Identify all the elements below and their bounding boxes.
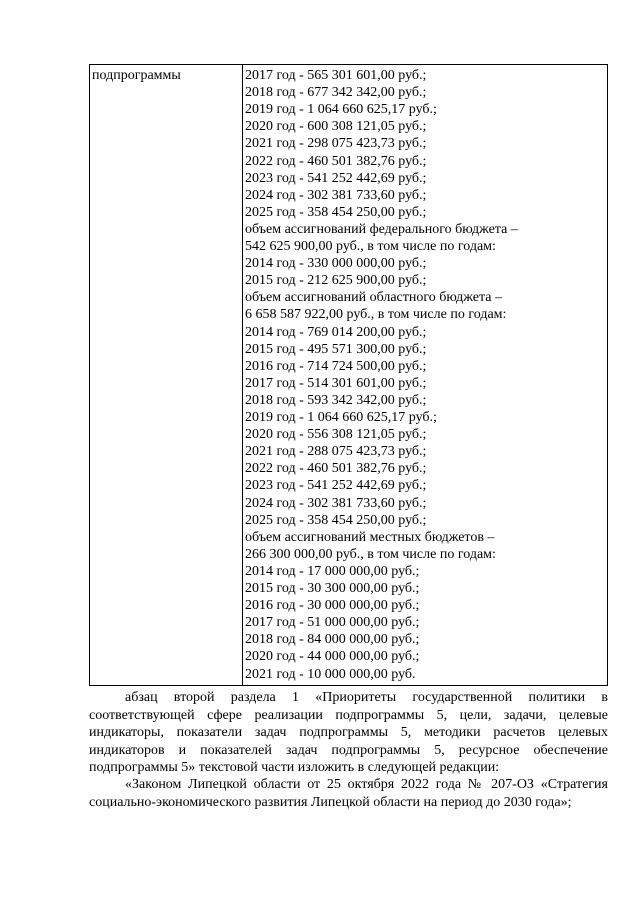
table-line: 2014 год - 769 014 200,00 руб.; <box>245 324 427 340</box>
table-left-column <box>90 65 243 685</box>
table-line: 2014 год - 17 000 000,00 руб.; <box>245 563 420 579</box>
table-line: 2021 год - 288 075 423,73 руб.; <box>245 444 427 460</box>
table-line: 2014 год - 330 000 000,00 руб.; <box>245 256 427 272</box>
table-line: 2017 год - 51 000 000,00 руб.; <box>245 615 420 631</box>
table-line: 2020 год - 556 308 121,05 руб.; <box>245 427 427 443</box>
paragraph-quote <box>89 776 608 811</box>
row-label: подпрограммы <box>92 68 181 83</box>
table-line: объем ассигнований местных бюджетов – <box>245 529 495 545</box>
table-line: 2018 год - 593 342 342,00 руб.; <box>245 392 427 408</box>
table-line: 2015 год - 495 571 300,00 руб.; <box>245 341 427 357</box>
table-line: 2020 год - 44 000 000,00 руб.; <box>245 649 420 665</box>
table-line: 2023 год - 541 252 442,69 руб.; <box>245 170 427 186</box>
paragraph-amendment-text: абзац второй раздела 1 «Приоритеты государственной политики в соответствующей сфере реализации подпрограммы 5, цели, задачи, целевые индикаторы, показатели задач подпрограммы 5, методики расчетов целевых индикаторов и показателей задач подпрограммы 5, ресурсное обеспечение подпрограммы 5» текстовой части изложить в следующей редакции: <box>89 690 608 775</box>
funding-table <box>89 64 608 686</box>
table-line: 2017 год - 514 301 601,00 руб.; <box>245 375 427 391</box>
table-line: 2021 год - 10 000 000,00 руб. <box>245 666 416 682</box>
table-line: 2024 год - 302 381 733,60 руб.; <box>245 495 427 511</box>
table-line: 2022 год - 460 501 382,76 руб.; <box>245 461 427 477</box>
table-line: объем ассигнований федерального бюджета – <box>245 221 518 237</box>
table-line: 2018 год - 677 342 342,00 руб.; <box>245 85 427 101</box>
table-line: 6 658 587 922,00 руб., в том числе по годам: <box>245 307 507 323</box>
table-line: 266 300 000,00 руб., в том числе по годам: <box>245 546 496 562</box>
paragraph-amendment <box>89 689 608 777</box>
table-line: 2020 год - 600 308 121,05 руб.; <box>245 119 427 135</box>
table-line: 2025 год - 358 454 250,00 руб.; <box>245 204 427 220</box>
table-line: 2021 год - 298 075 423,73 руб.; <box>245 136 427 152</box>
table-line: 2019 год - 1 064 660 625,17 руб.; <box>245 410 437 425</box>
paragraph-quote-text: «Законом Липецкой области от 25 октября 2022 года № 207-ОЗ «Стратегия социально-экономического развития Липецкой области на период до 2030 года»; <box>89 777 608 810</box>
table-line: 2019 год - 1 064 660 625,17 руб.; <box>245 102 437 118</box>
table-line: 2017 год - 565 301 601,00 руб.; <box>245 68 427 83</box>
table-line: объем ассигнований областного бюджета – <box>245 290 502 306</box>
table-line: 2015 год - 212 625 900,00 руб.; <box>245 273 427 289</box>
table-line: 2016 год - 714 724 500,00 руб.; <box>245 358 427 374</box>
table-line: 2023 год - 541 252 442,69 руб.; <box>245 478 427 494</box>
table-line: 2025 год - 358 454 250,00 руб.; <box>245 512 427 528</box>
table-line: 542 625 900,00 руб., в том числе по годам: <box>245 239 496 254</box>
table-line: 2015 год - 30 300 000,00 руб.; <box>245 581 420 596</box>
table-line: 2024 год - 302 381 733,60 руб.; <box>245 187 427 203</box>
table-line: 2022 год - 460 501 382,76 руб.; <box>245 153 427 169</box>
table-line: 2018 год - 84 000 000,00 руб.; <box>245 632 420 648</box>
table-right-column <box>243 65 607 685</box>
table-line: 2016 год - 30 000 000,00 руб.; <box>245 598 420 614</box>
